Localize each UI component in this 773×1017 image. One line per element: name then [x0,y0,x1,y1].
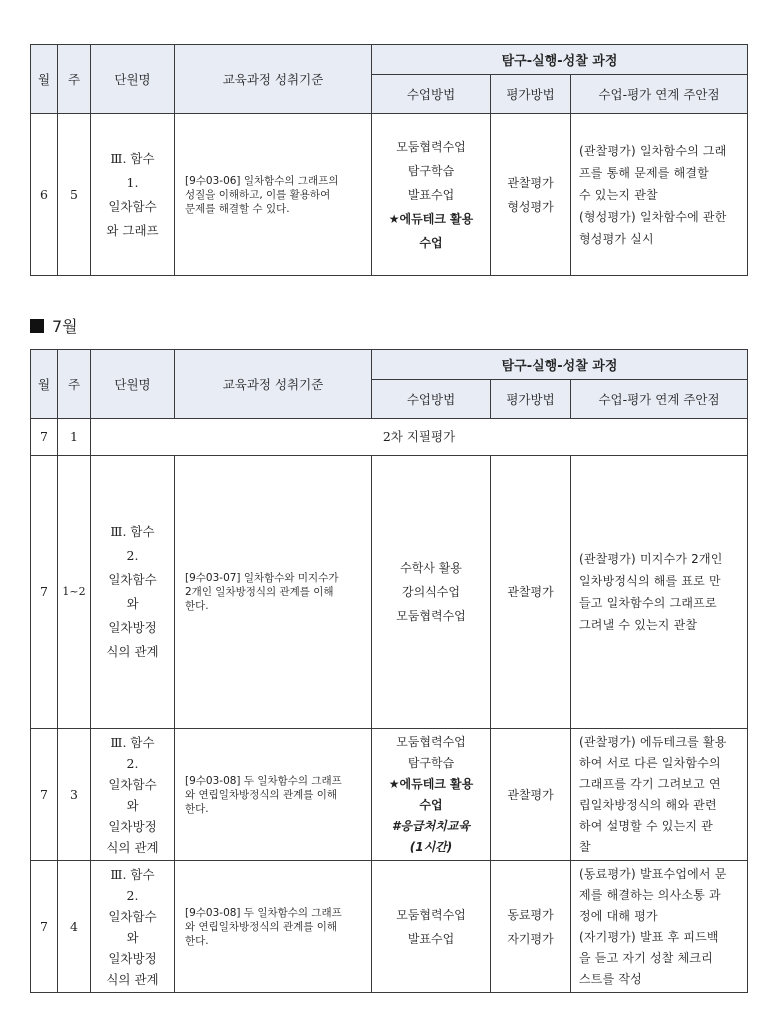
text-line: 제를 해결하는 의사소통 과 [579,887,721,902]
text-line: (관찰평가) 미지수가 2개인 [579,552,723,566]
unit-cell [91,456,175,729]
text-line: 모둠협력수업 [396,734,466,749]
text-line: 와 그래프 [106,222,159,238]
text-line: 발표수업 [407,931,455,946]
text-line: 하여 설명할 수 있는지 관 [579,818,713,833]
text-line: 일차방정 [108,818,157,834]
text-line: 2. [126,887,139,903]
text-line: 모둠협력수업 [396,907,466,922]
standard-cell [175,114,372,276]
eval-cell [491,456,571,729]
text-line: 일차함수 [108,908,157,924]
june-plan-table [30,44,748,276]
text-line: 2개인 일차방정식의 관계를 이해 [185,586,334,598]
unit-cell [91,729,175,861]
text-line: Ⅲ. 함수 [110,524,155,539]
text-line: [9수03-08] 두 일차함수의 그래프 [185,906,342,919]
week-cell: 1 [58,419,91,456]
text-line: 형성평가 [507,199,554,214]
text-line: 수학사 활용 [400,561,462,575]
text-line: 일차함수 [108,572,157,587]
eval-cell [491,861,571,993]
text-line: 와 연립일차방정식의 관계를 이해 [185,788,338,801]
text-line: [9수03-06] 일차함수의 그래프의 [185,174,339,187]
text-line: 형성평가 실시 [579,231,654,246]
week-cell: 3 [58,729,91,861]
header-month: 월 [31,350,58,419]
header-eval: 평가방법 [491,380,571,419]
text-line: 들고 일차함수의 그래프로 [579,596,717,610]
text-line: 모둠협력수업 [396,139,466,154]
text-line: (자기평가) 발표 후 피드백 [579,929,719,944]
text-line: 수업 [419,235,443,250]
header-method: 수업방법 [372,75,491,114]
text-line: Ⅲ. 함수 [110,150,155,166]
notes-cell [571,861,748,993]
header-week: 주 [58,350,91,419]
edutech-label [372,774,490,816]
text-line: (관찰평가) 일차함수의 그래 [579,143,727,158]
first-aid-label [372,816,490,858]
header-notes: 수업-평가 연계 주안점 [571,75,748,114]
text-line: 일차방정식의 해를 표로 만 [579,574,721,588]
text-line: 탐구학습 [407,755,455,770]
text-line: (1시간) [409,839,453,854]
section-title: 7월 [52,317,78,336]
text-line: [9수03-08] 두 일차함수의 그래프 [185,774,342,787]
week-cell: 5 [58,114,91,276]
text-line: (형성평가) 일차함수에 관한 [579,209,727,224]
text-line: ★에듀테크 활용 [388,776,474,791]
text-line: 한다. [185,934,209,947]
text-line: (관찰평가) 에듀테크를 활용 [579,734,727,749]
text-line: [9수03-07] 일차함수와 미지수가 [185,572,339,584]
eval-cell [491,729,571,861]
standard-cell [175,456,372,729]
text-line: 2. [126,755,139,771]
text-line: 동료평가 [507,907,554,922]
text-line: 강의식수업 [402,585,460,599]
table-row [31,456,748,729]
month-cell: 7 [31,729,58,861]
text-line: 그려낼 수 있는지 관찰 [579,618,698,632]
text-line: 와 [126,596,139,611]
notes-cell [571,456,748,729]
method-cell [372,861,491,993]
header-standard: 교육과정 성취기준 [175,350,372,419]
text-line: ★에듀테크 활용 [388,211,474,226]
text-line: 자기평가 [507,931,554,946]
text-line: Ⅲ. 함수 [110,734,155,750]
eval-cell [491,114,571,276]
text-line: 관찰평가 [507,175,554,190]
text-line: 식의 관계 [106,839,159,855]
header-process: 탐구-실행-성찰 과정 [372,350,748,380]
text-line: 하여 서로 다른 일차함수의 [579,755,721,770]
text-line: Ⅲ. 함수 [110,866,155,882]
month-cell: 7 [31,419,58,456]
header-method: 수업방법 [372,380,491,419]
text-line: 그래프를 각기 그려보고 연 [579,776,721,791]
text-line: (동료평가) 발표수업에서 문 [579,866,727,881]
section-heading [30,314,78,337]
header-notes: 수업-평가 연계 주안점 [571,380,748,419]
week-cell: 1~2 [58,456,91,729]
text-line: 한다. [185,600,209,612]
header-process: 탐구-실행-성찰 과정 [372,45,748,75]
text-line: 을 듣고 자기 성찰 체크리 [579,950,713,965]
table-row [31,729,748,861]
text-line: 식의 관계 [106,971,159,987]
text-line: 발표수업 [407,187,455,202]
text-line: 정에 대해 평가 [579,908,658,923]
header-unit: 단원명 [91,45,175,114]
table-row [31,861,748,993]
text-line: 프를 통해 문제를 해결할 [579,165,709,180]
text-line: 모둠협력수업 [396,609,466,623]
standard-cell [175,861,372,993]
month-cell: 6 [31,114,58,276]
method-list [372,732,490,774]
text-line: 성질을 이해하고, 이를 활용하여 [185,188,331,201]
edutech-label [372,207,490,255]
notes-cell [571,114,748,276]
text-line: 와 [126,797,139,813]
method-cell [372,456,491,729]
method-cell [372,729,491,861]
text-line: 1. [126,174,139,190]
text-line: 일차함수 [108,198,157,214]
text-line: 와 연립일차방정식의 관계를 이해 [185,920,338,933]
text-line: 문제를 해결할 수 있다. [185,202,290,215]
header-unit: 단원명 [91,350,175,419]
text-line: 관찰평가 [507,585,554,599]
header-standard: 교육과정 성취기준 [175,45,372,114]
text-line: #응급처치교육 [392,818,470,833]
month-cell: 7 [31,456,58,729]
text-line: 립일차방정식의 해와 관련 [579,797,717,812]
text-line: 찰 [579,839,591,854]
text-line: 일차방정 [108,950,157,966]
text-line: 관찰평가 [507,787,554,802]
table-row [31,419,748,456]
square-bullet-icon [30,319,44,333]
july-plan-table [30,349,748,993]
method-list [372,135,490,207]
text-line: 일차함수 [108,776,157,792]
method-cell [372,114,491,276]
exam-cell: 2차 지필평가 [91,419,748,456]
header-eval: 평가방법 [491,75,571,114]
unit-cell [91,114,175,276]
text-line: 수업 [419,797,443,812]
week-cell: 4 [58,861,91,993]
text-line: 2. [126,548,139,563]
table-row [31,114,748,276]
text-line: 일차방정 [108,620,157,635]
text-line: 탐구학습 [407,163,455,178]
text-line: 식의 관계 [106,644,159,659]
header-week: 주 [58,45,91,114]
notes-cell [571,729,748,861]
text-line: 와 [126,929,139,945]
text-line: 수 있는지 관찰 [579,187,658,202]
header-month: 월 [31,45,58,114]
text-line: 스트를 작성 [579,971,642,986]
standard-cell [175,729,372,861]
text-line: 한다. [185,802,209,815]
month-cell: 7 [31,861,58,993]
unit-cell [91,861,175,993]
